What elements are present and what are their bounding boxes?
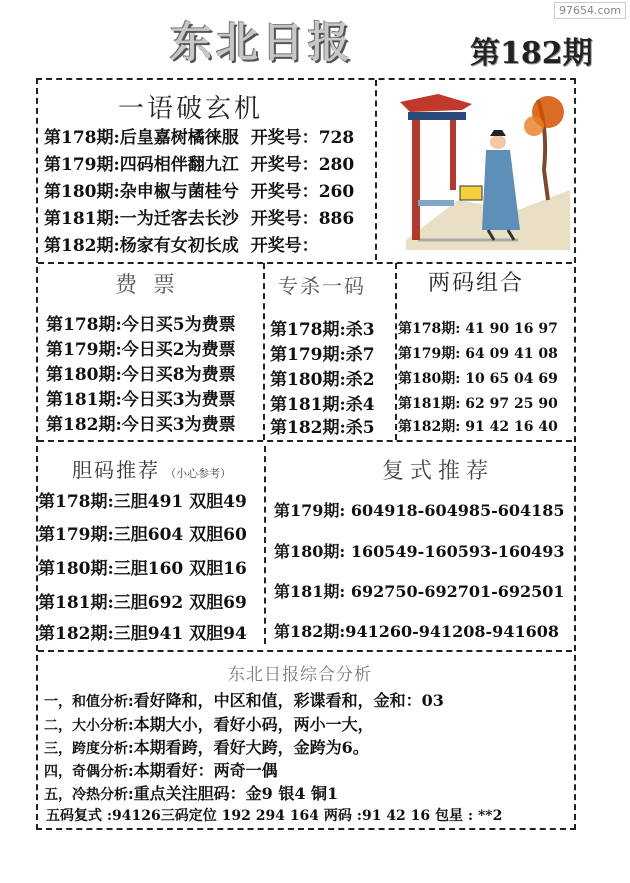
riddle-title: 一语破玄机: [118, 94, 264, 124]
riddle-period: 第178期:: [44, 128, 120, 148]
pair-row: [398, 347, 558, 361]
analysis-row: [44, 781, 338, 804]
analysis-row: [44, 758, 278, 781]
analysis-footer: 五码复式 :94126三码定位 192 294 164 两码 :91 42 16 包星 : **2: [46, 808, 503, 824]
fee-title: 费票: [115, 273, 192, 298]
fee-row: 第179期:今日买2为费票: [46, 340, 236, 360]
riddle-value: 728: [318, 128, 355, 148]
pair-numbers: : 91 42 16 40: [455, 419, 558, 435]
analysis-text: 看好降和，中区和值，彩谍看和，金和：03: [133, 691, 444, 710]
analysis-title: 东北日报综合分析: [228, 665, 372, 685]
riddle-row: [44, 211, 354, 228]
pair-numbers: : 64 09 41 08: [455, 346, 558, 362]
fee-row: 第182期:今日买3为费票: [46, 415, 236, 435]
pair-period: 第178期: [398, 321, 456, 337]
kill-title: 专杀一码: [278, 274, 366, 298]
pair-period: 第179期: [398, 346, 456, 362]
riddle-period: 第179期:: [44, 155, 120, 175]
pair-row: [398, 420, 558, 434]
analysis-label: 一，和值分析:: [44, 694, 134, 710]
riddle-label: 开奖号：: [250, 209, 319, 229]
riddle-period: 第180期:: [44, 182, 120, 202]
kill-row: 第181期:杀4: [270, 395, 375, 415]
bold-pick-title: 胆码推荐: [72, 458, 160, 482]
multi-pick-row: 第182期:941260-941208-941608: [274, 622, 559, 641]
riddle-period: 第182期:: [44, 236, 120, 256]
kill-row: 第182期:杀5: [270, 418, 375, 438]
analysis-label: 二，大小分析:: [44, 718, 134, 734]
riddle-row: [44, 184, 354, 201]
bold-pick-note: （小心参考）: [165, 467, 232, 480]
riddle-row: [44, 130, 354, 147]
divider-fee-kill: [263, 263, 265, 440]
riddle-label: 开奖号：: [250, 128, 319, 148]
kill-row: 第180期:杀2: [270, 370, 375, 390]
kill-row: 第178期:杀3: [270, 320, 375, 340]
analysis-text: 本期看跨，看好大跨，金跨为6。: [133, 738, 369, 757]
bold-pick-row: 第179期:三胆604 双胆60: [38, 525, 247, 545]
pair-row: [398, 397, 558, 411]
analysis-label: 三，跨度分析:: [44, 741, 134, 757]
riddle-divider: [375, 80, 377, 260]
scholar-illustration: [398, 90, 570, 250]
issue-number: 第182期: [470, 36, 593, 71]
riddle-label: 开奖号：: [250, 155, 319, 175]
analysis-label: 五，冷热分析:: [44, 787, 134, 803]
pair-numbers: : 62 97 25 90: [455, 396, 558, 412]
analysis-text: 本期大小，看好小码，两小一大，: [133, 715, 374, 734]
riddle-value: 886: [318, 209, 355, 229]
riddle-value: 260: [318, 182, 355, 202]
kill-row: 第179期:杀7: [270, 345, 375, 365]
bold-pick-row: 第181期:三胆692 双胆69: [38, 593, 247, 613]
pair-numbers: : 10 65 04 69: [455, 371, 558, 387]
pair-period: 第182期: [398, 419, 456, 435]
riddle-period: 第181期:: [44, 209, 120, 229]
riddle-label: 开奖号：: [250, 236, 319, 256]
riddle-row: [44, 157, 354, 174]
divider-kill-pair: [395, 263, 397, 440]
divider-row2-top: [38, 262, 572, 264]
multi-pick-row: 第179期: 604918-604985-604185: [274, 501, 565, 520]
fee-row: 第178期:今日买5为费票: [46, 315, 236, 335]
pair-title: 两码组合: [428, 271, 525, 296]
divider-bold-multi: [264, 446, 266, 644]
multi-pick-row: 第181期: 692750-692701-692501: [274, 582, 565, 601]
fee-row: 第181期:今日买3为费票: [46, 390, 236, 410]
masthead-title: 东北日报: [170, 18, 355, 67]
pair-row: [398, 322, 558, 336]
riddle-text: 后皇嘉树橘徕服: [119, 128, 239, 148]
analysis-row: [44, 712, 374, 735]
divider-row2-bottom: [38, 440, 572, 442]
bold-pick-row: 第178期:三胆491 双胆49: [38, 492, 247, 512]
pair-period: 第180期: [398, 371, 456, 387]
riddle-label: 开奖号：: [250, 182, 319, 202]
riddle-text: 杨家有女初长成: [119, 236, 239, 256]
riddle-text: 一为迁客去长沙: [119, 209, 239, 229]
riddle-text: 四码相伴翻九江: [119, 155, 239, 175]
pair-row: [398, 372, 558, 386]
riddle-row: [44, 238, 319, 255]
analysis-row: [44, 688, 444, 711]
analysis-text: 本期看好：两奇一偶: [133, 761, 278, 780]
site-watermark: 97654.com: [554, 2, 626, 19]
riddle-text: 杂申椒与菌桂兮: [119, 182, 239, 202]
analysis-label: 四，奇偶分析:: [44, 764, 134, 780]
divider-row3-bottom: [38, 650, 572, 652]
multi-pick-row: 第180期: 160549-160593-160493: [274, 542, 565, 561]
pair-period: 第181期: [398, 396, 456, 412]
bold-pick-row: 第180期:三胆160 双胆16: [38, 559, 247, 579]
multi-pick-title: 复式推荐: [382, 459, 495, 484]
analysis-text: 重点关注胆码：金9 银4 铜1: [133, 784, 339, 803]
fee-row: 第180期:今日买8为费票: [46, 365, 236, 385]
analysis-row: [44, 735, 369, 758]
bold-pick-header: [72, 454, 231, 483]
bold-pick-row: 第182期:三胆941 双胆94: [38, 624, 247, 644]
riddle-value: 280: [318, 155, 355, 175]
pair-numbers: : 41 90 16 97: [455, 321, 558, 337]
